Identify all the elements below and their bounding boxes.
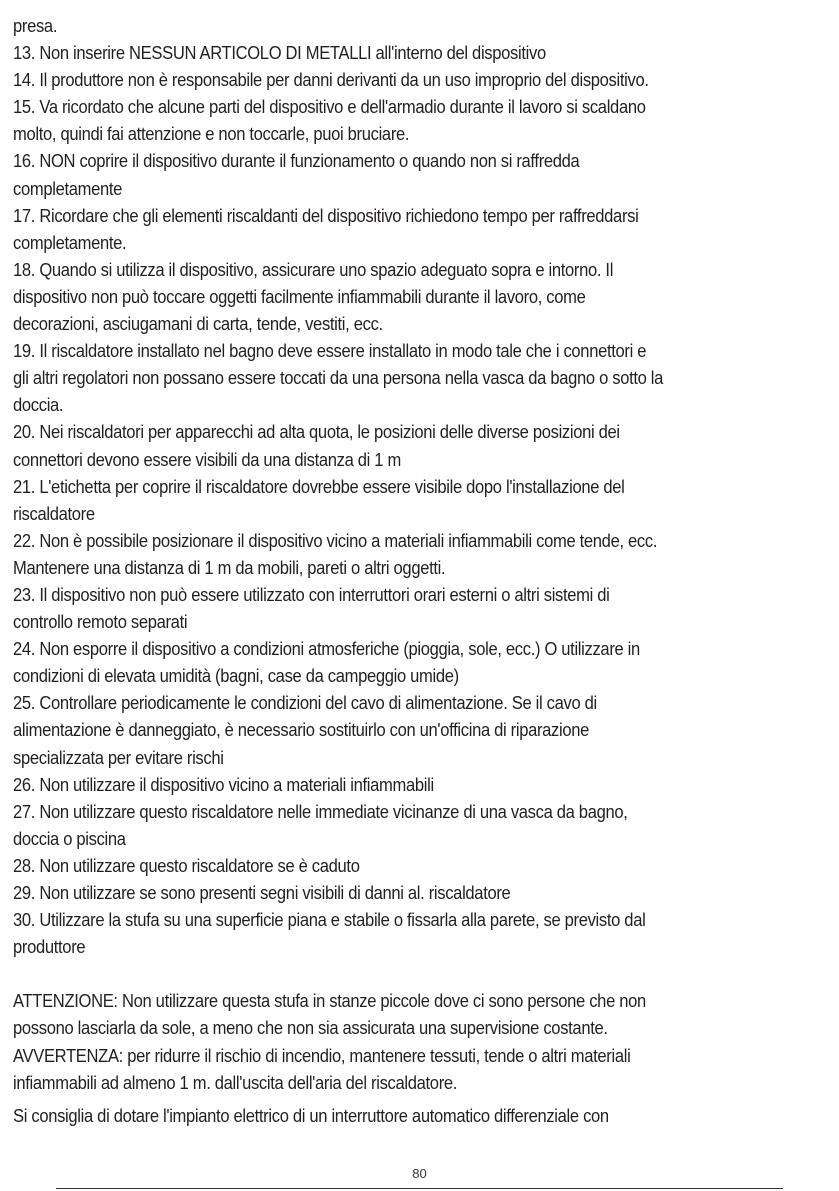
text-line: completamente. bbox=[13, 232, 127, 253]
text-line: 22. Non è possibile posizionare il dispositivo vicino a materiali infiammabili come tende, ecc. bbox=[13, 530, 658, 551]
text-line: gli altri regolatori non possano essere toccati da una persona nella vasca da bagno o sotto la bbox=[13, 368, 664, 389]
text-line: doccia o piscina bbox=[13, 828, 126, 849]
text-line: produttore bbox=[13, 937, 86, 958]
text-line: 24. Non esporre il dispositivo a condizioni atmosferiche (pioggia, sole, ecc.) O utilizzare in bbox=[13, 639, 640, 660]
paragraph-gap bbox=[13, 961, 837, 988]
text-line: condizioni di elevata umidità (bagni, case da campeggio umide) bbox=[13, 666, 459, 687]
warning-line: possono lasciarla da sole, a meno che non sia assicurata una supervisione costante. bbox=[13, 1018, 608, 1039]
text-line: 20. Nei riscaldatori per apparecchi ad alta quota, le posizioni delle diverse posizioni dei bbox=[13, 422, 620, 443]
text-line: 13. Non inserire NESSUN ARTICOLO DI METALLI all'interno del dispositivo bbox=[13, 43, 546, 64]
warning-line: ATTENZIONE: Non utilizzare questa stufa in stanze piccole dove ci sono persone che non bbox=[13, 991, 646, 1012]
text-line: dispositivo non può toccare oggetti facilmente infiammabili durante il lavoro, come bbox=[13, 286, 586, 307]
warning-line: infiammabili ad almeno 1 m. dall'uscita dell'aria del riscaldatore. bbox=[13, 1072, 458, 1093]
warning-line: AVVERTENZA: per ridurre il rischio di incendio, mantenere tessuti, tende o altri materiali bbox=[13, 1045, 631, 1066]
text-line: molto, quindi fai attenzione e non toccarle, puoi bruciare. bbox=[13, 124, 410, 145]
text-line: presa. bbox=[13, 16, 58, 36]
text-line: 28. Non utilizzare questo riscaldatore se è caduto bbox=[13, 855, 360, 876]
text-line: 14. Il produttore non è responsabile per danni derivanti da un uso improprio del dispositivo. bbox=[13, 70, 649, 91]
text-line: connettori devono essere visibili da una distanza di 1 m bbox=[13, 449, 401, 470]
text-line: 23. Il dispositivo non può essere utilizzato con interruttori orari esterni o altri sistemi di bbox=[13, 584, 610, 605]
text-line: 29. Non utilizzare se sono presenti segni visibili di danni al. riscaldatore bbox=[13, 883, 511, 903]
text-line: completamente bbox=[13, 178, 123, 199]
footer-rule bbox=[56, 1188, 783, 1189]
text-line: controllo remoto separati bbox=[13, 612, 188, 633]
text-line: 21. L'etichetta per coprire il riscaldatore dovrebbe essere visibile dopo l'installazione del bbox=[13, 476, 625, 497]
text-line: Mantenere una distanza di 1 m da mobili, pareti o altri oggetti. bbox=[13, 557, 446, 578]
text-line: decorazioni, asciugamani di carta, tende, vestiti, ecc. bbox=[13, 314, 383, 335]
text-line: 26. Non utilizzare il dispositivo vicino a materiali infiammabili bbox=[13, 774, 434, 795]
text-line: 18. Quando si utilizza il dispositivo, assicurare uno spazio adeguato sopra e intorno. Il bbox=[13, 259, 614, 280]
text-line: doccia. bbox=[13, 395, 64, 416]
text-line: 17. Ricordare che gli elementi riscaldanti del dispositivo richiedono tempo per raffreddarsi bbox=[13, 205, 639, 226]
text-line: 19. Il riscaldatore installato nel bagno deve essere installato in modo tale che i connettori e bbox=[13, 341, 647, 362]
text-line: 15. Va ricordato che alcune parti del dispositivo e dell'armadio durante il lavoro si scaldano bbox=[13, 97, 646, 118]
text-line: 16. NON coprire il dispositivo durante il funzionamento o quando non si raffredda bbox=[13, 151, 580, 172]
page-body bbox=[13, 13, 837, 1130]
text-line: 30. Utilizzare la stufa su una superficie piana e stabile o fissarla alla parete, se previsto dal bbox=[13, 910, 646, 931]
page-number: 80 bbox=[412, 1166, 427, 1181]
text-line: specializzata per evitare rischi bbox=[13, 747, 224, 768]
text-line: 25. Controllare periodicamente le condizioni del cavo di alimentazione. Se il cavo di bbox=[13, 693, 597, 714]
text-line: 27. Non utilizzare questo riscaldatore nelle immediate vicinanze di una vasca da bagno, bbox=[13, 801, 628, 822]
text-line: alimentazione è danneggiato, è necessario sostituirlo con un'officina di riparazione bbox=[13, 720, 590, 741]
text-line: riscaldatore bbox=[13, 503, 95, 524]
final-line: Si consiglia di dotare l'impianto elettrico di un interruttore automatico differenziale con bbox=[13, 1105, 609, 1126]
